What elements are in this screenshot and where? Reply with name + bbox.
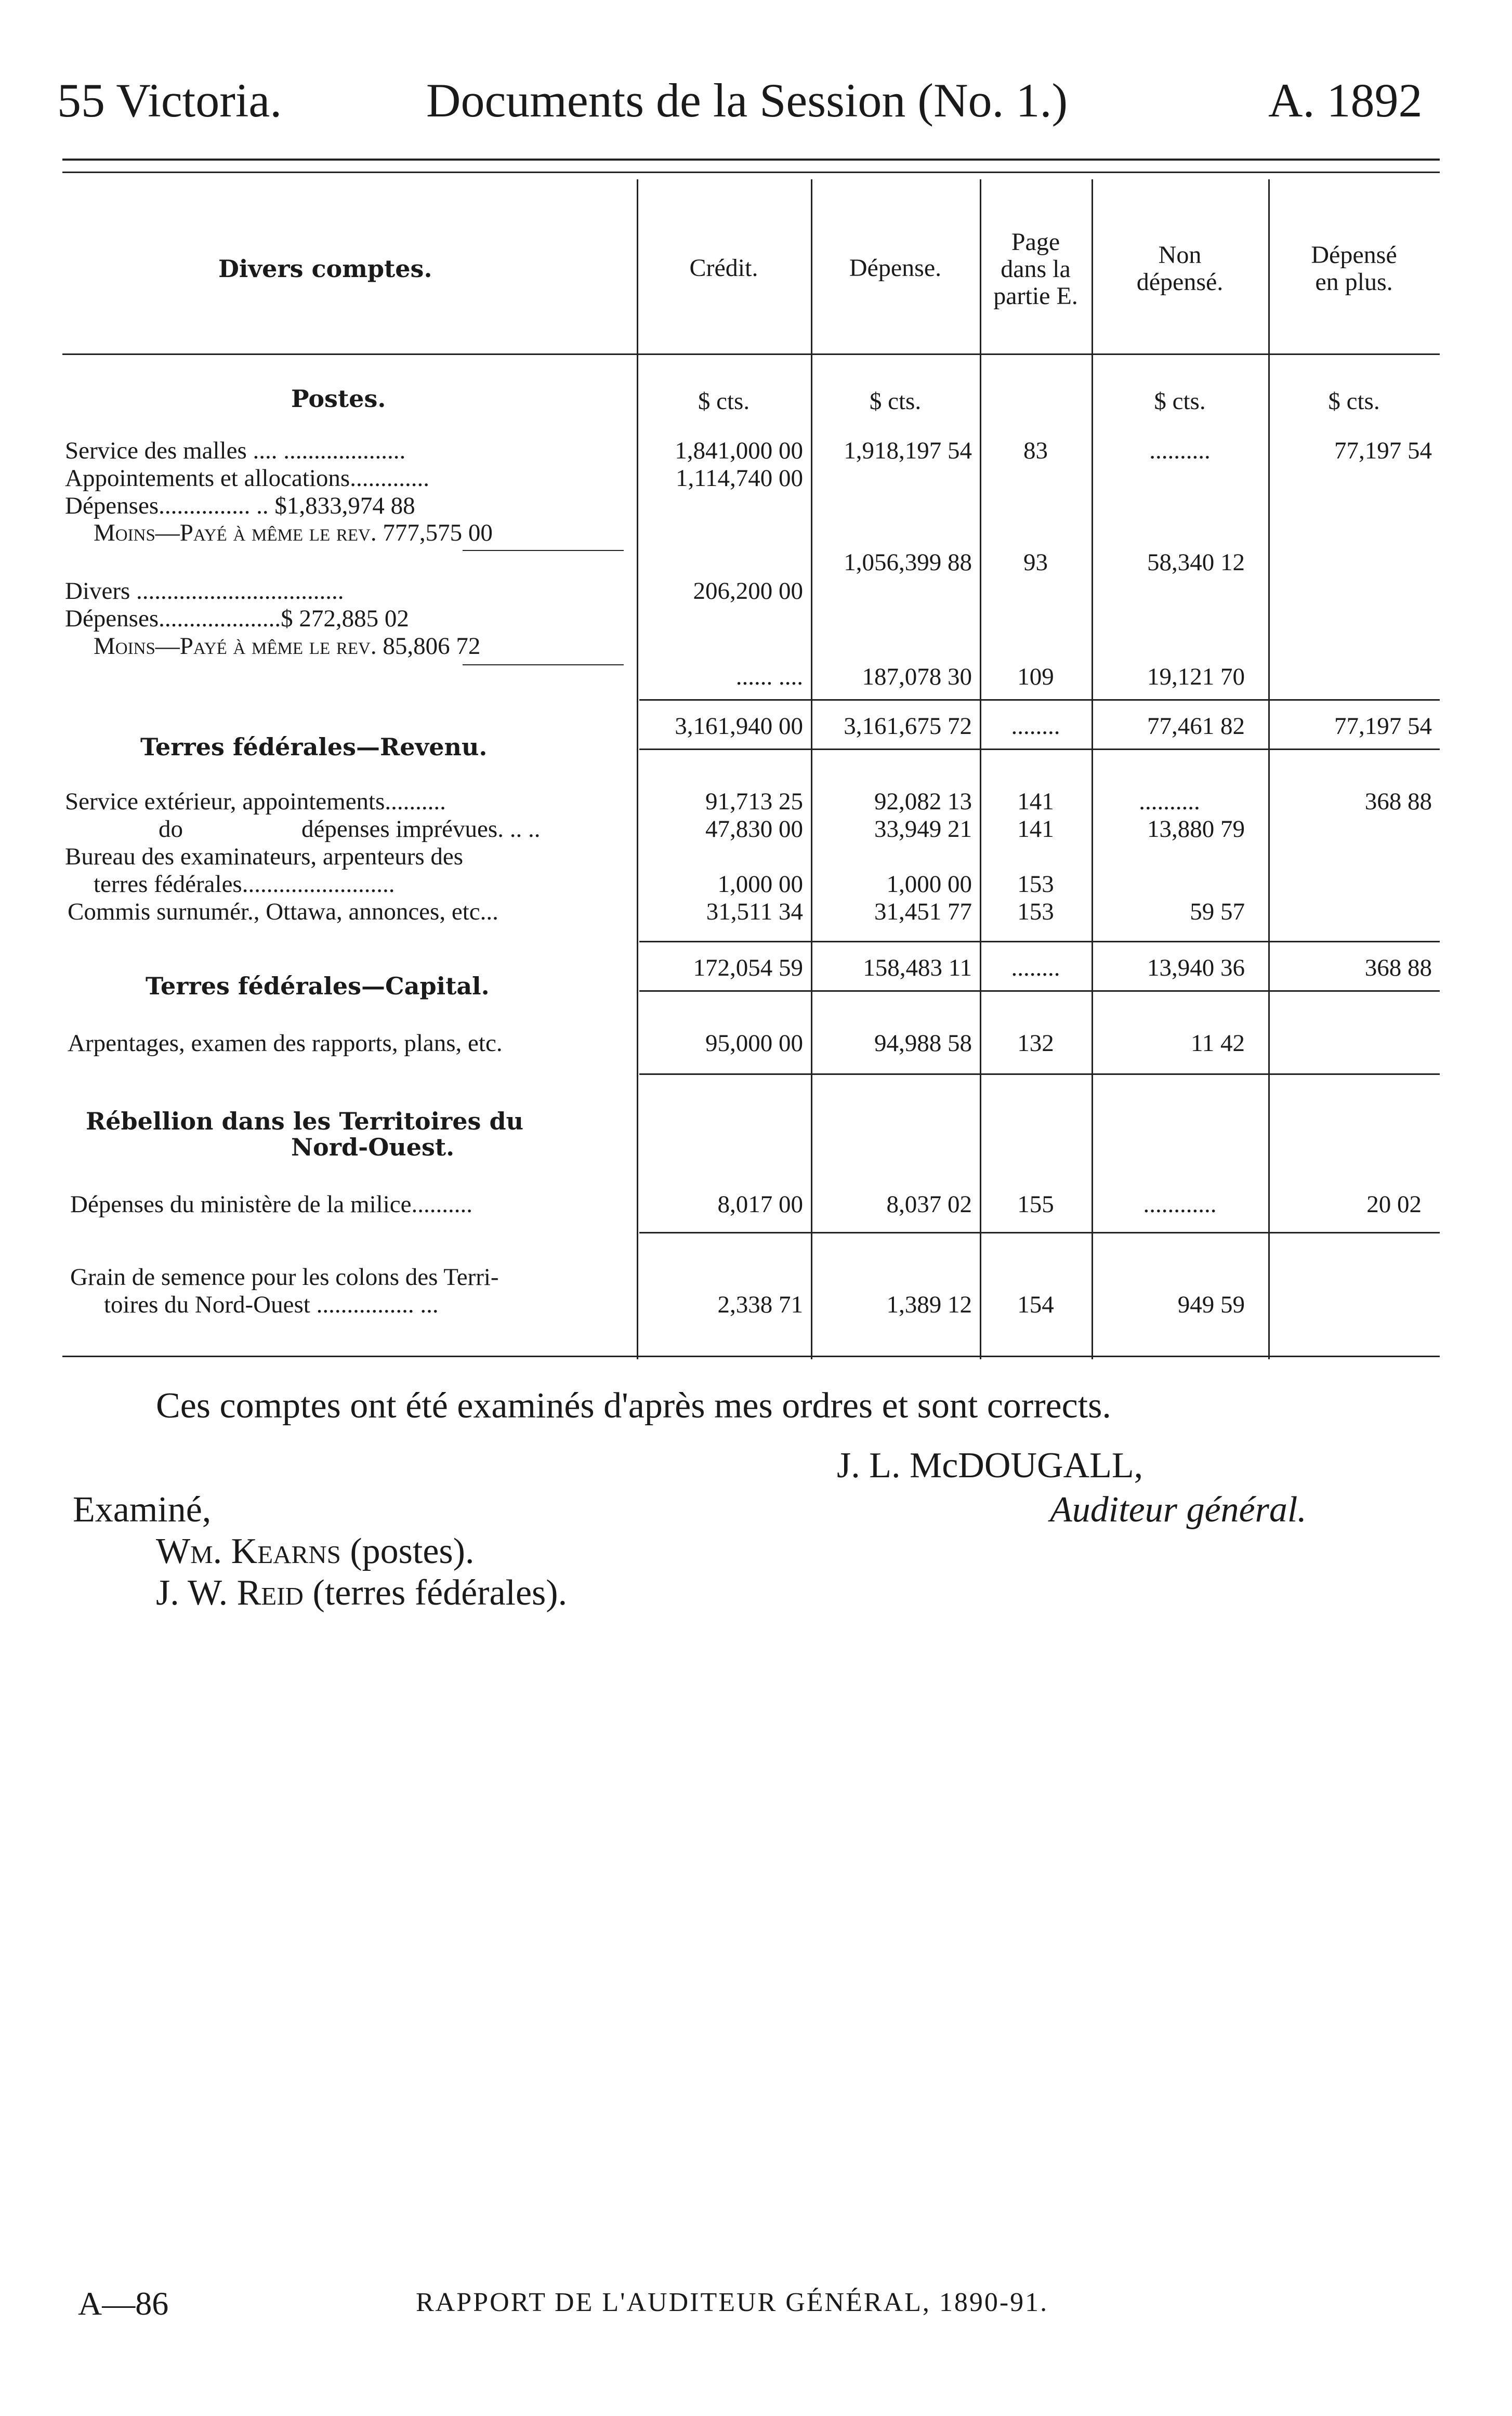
currency-plus: $ cts. — [1328, 388, 1380, 415]
postes-r6-label: Divers .................................. — [65, 577, 344, 605]
header-title: Documents de la Session (No. 1.) — [426, 74, 1068, 127]
revenu-total-credit: 172,054 59 — [693, 954, 803, 981]
revenu-r4-page: 153 — [1017, 871, 1054, 898]
revenu-r2-label: dépenses imprévues. .. .. — [301, 816, 541, 843]
revenu-r3-label: Bureau des examinateurs, arpenteurs des — [65, 843, 464, 870]
currency-credit: $ cts. — [698, 388, 750, 415]
postes-r5-depense: 1,056,399 88 — [844, 549, 972, 576]
postes-r8-label: Moins—Payé à même le rev. 85,806 72 — [94, 633, 481, 660]
header-left: 55 Victoria. — [57, 74, 282, 127]
postes-r5-non: 58,340 12 — [1147, 549, 1245, 576]
revenu-r1-plus: 368 88 — [1364, 788, 1432, 815]
postes-total-page: ........ — [1011, 713, 1060, 740]
postes-r1-credit: 1,841,000 00 — [675, 437, 803, 464]
col-head-non-l2: dépensé. — [1136, 268, 1224, 296]
section-title-revenu: Terres fédérales—Revenu. — [140, 733, 488, 761]
postes-r9-depense: 187,078 30 — [862, 663, 972, 690]
col-head-page-l3: partie E. — [993, 282, 1078, 310]
postes-total-rule-bottom — [639, 749, 1440, 750]
examiner-2-name: J. W. Reid — [156, 1573, 304, 1613]
rebellion-rule — [639, 1232, 1440, 1233]
currency-depense: $ cts. — [869, 388, 922, 415]
revenu-r5-non: 59 57 — [1190, 898, 1245, 925]
capital-r1-label: Arpentages, examen des rapports, plans, etc. — [68, 1030, 503, 1057]
col-head-non-l1: Non — [1158, 241, 1202, 269]
col-head-plus-l1: Dépensé — [1311, 241, 1397, 269]
signature-title: Auditeur général. — [1050, 1490, 1307, 1530]
rebellion-r2-page: 154 — [1017, 1291, 1054, 1318]
revenu-total-depense: 158,483 11 — [863, 954, 972, 981]
examiner-2 — [156, 1572, 567, 1614]
revenu-r1-credit: 91,713 25 — [705, 788, 803, 815]
col-head-plus-l2: en plus. — [1315, 268, 1393, 296]
capital-rule — [639, 1073, 1440, 1075]
postes-r5-page: 93 — [1023, 549, 1048, 576]
revenu-r5-credit: 31,511 34 — [706, 898, 803, 925]
rebellion-r1-non: ............ — [1143, 1191, 1217, 1218]
postes-r4-label: Moins—Payé à même le rev. 777,575 00 — [94, 519, 493, 546]
revenu-r1-non: .......... — [1139, 788, 1200, 815]
postes-r7-label: Dépenses....................$ 272,885 02 — [65, 605, 409, 632]
postes-total-plus: 77,197 54 — [1334, 713, 1432, 740]
postes-r9-page: 109 — [1017, 663, 1054, 690]
examined-label: Examiné, — [73, 1490, 212, 1530]
capital-r1-credit: 95,000 00 — [705, 1030, 803, 1057]
postes-total-credit: 3,161,940 00 — [675, 713, 803, 740]
revenu-r4-label: terres fédérales......................... — [94, 871, 395, 898]
postes-subtotal-rule-1 — [463, 550, 624, 551]
capital-r1-depense: 94,988 58 — [874, 1030, 972, 1057]
col-divider-3 — [980, 179, 981, 1359]
capital-r1-page: 132 — [1017, 1030, 1054, 1057]
col-divider-5 — [1268, 179, 1270, 1359]
col-head-page-l2: dans la — [1001, 255, 1071, 283]
revenu-total-rule-top — [639, 941, 1440, 942]
rebellion-r1-label: Dépenses du ministère de la milice.......... — [70, 1191, 472, 1218]
revenu-total-rule-bottom — [639, 990, 1440, 992]
footer-page-number: A—86 — [78, 2285, 169, 2322]
rebellion-r2-credit: 2,338 71 — [717, 1291, 803, 1318]
section-title-rebellion-l1: Rébellion dans les Territoires du — [86, 1107, 524, 1135]
section-title-rebellion-l2: Nord-Ouest. — [291, 1133, 455, 1161]
revenu-r2-do: do — [159, 816, 183, 843]
col-divider-1 — [637, 179, 638, 1359]
examiner-1-role: (postes). — [350, 1531, 475, 1571]
postes-r1-page: 83 — [1023, 437, 1048, 464]
revenu-r5-depense: 31,451 77 — [874, 898, 972, 925]
col-divider-2 — [811, 179, 812, 1359]
postes-r2-label: Appointements et allocations............. — [65, 465, 429, 492]
postes-r1-label: Service des malles .... .................... — [65, 437, 406, 464]
examiner-1 — [156, 1531, 474, 1572]
col-head-page — [980, 229, 1092, 310]
rebellion-r2-label-l1: Grain de semence pour les colons des Terri- — [70, 1264, 499, 1291]
header-rule-2 — [62, 172, 1440, 173]
revenu-r1-label: Service extérieur, appointements.......... — [65, 788, 446, 815]
revenu-r1-page: 141 — [1017, 788, 1054, 815]
revenu-r4-depense: 1,000 00 — [886, 871, 972, 898]
examiner-2-role: (terres fédérales). — [312, 1573, 568, 1613]
section-title-capital: Terres fédérales—Capital. — [146, 972, 490, 1000]
postes-r1-non: .......... — [1149, 437, 1211, 464]
postes-total-non: 77,461 82 — [1147, 713, 1245, 740]
revenu-total-plus: 368 88 — [1364, 954, 1432, 981]
revenu-r5-page: 153 — [1017, 898, 1054, 925]
rebellion-r2-non: 949 59 — [1177, 1291, 1245, 1318]
revenu-r2-depense: 33,949 21 — [874, 816, 972, 843]
col-head-depense: Dépense. — [849, 254, 942, 282]
postes-r9-non: 19,121 70 — [1147, 663, 1245, 690]
examiner-1-name: Wm. Kearns — [156, 1531, 341, 1571]
rebellion-r1-plus: 20 02 — [1366, 1191, 1422, 1218]
table-bottom-rule — [62, 1356, 1440, 1357]
rebellion-r2-depense: 1,389 12 — [886, 1291, 972, 1318]
heading-rule — [62, 353, 1440, 355]
capital-r1-non: 11 42 — [1190, 1030, 1245, 1057]
revenu-total-page: ........ — [1011, 954, 1060, 981]
postes-r3-label: Dépenses............... .. $1,833,974 88 — [65, 492, 415, 519]
revenu-r2-page: 141 — [1017, 816, 1054, 843]
footer-title: RAPPORT DE L'AUDITEUR GÉNÉRAL, 1890-91. — [416, 2288, 1049, 2317]
postes-total-rule-top — [639, 699, 1440, 701]
currency-non: $ cts. — [1154, 388, 1206, 415]
col-head-non-depense — [1092, 242, 1268, 296]
rebellion-r1-page: 155 — [1017, 1191, 1054, 1218]
postes-r2-credit: 1,114,740 00 — [675, 465, 803, 492]
rebellion-r1-credit: 8,017 00 — [717, 1191, 803, 1218]
revenu-r2-non: 13,880 79 — [1147, 816, 1245, 843]
postes-subtotal-rule-2 — [463, 664, 624, 665]
revenu-r5-label: Commis surnumér., Ottawa, annonces, etc... — [68, 898, 498, 925]
certification-text: Ces comptes ont été examinés d'après mes ordres et sont corrects. — [156, 1386, 1111, 1426]
col-divider-4 — [1092, 179, 1093, 1359]
postes-total-depense: 3,161,675 72 — [844, 713, 972, 740]
header-rule-1 — [62, 159, 1440, 161]
postes-r9-credit: ...... .... — [735, 663, 803, 690]
header-right: A. 1892 — [1268, 74, 1423, 127]
col-head-depense-plus — [1268, 242, 1440, 296]
rebellion-r2-label-l2: toires du Nord-Ouest ................ ... — [104, 1291, 439, 1318]
revenu-total-non: 13,940 36 — [1147, 954, 1245, 981]
col-head-description: Divers comptes. — [218, 255, 432, 283]
revenu-r1-depense: 92,082 13 — [874, 788, 972, 815]
postes-r1-depense: 1,918,197 54 — [844, 437, 972, 464]
signature-name: J. L. McDOUGALL, — [837, 1446, 1143, 1486]
postes-r6-credit: 206,200 00 — [693, 577, 803, 605]
section-title-postes: Postes. — [291, 385, 386, 413]
col-head-credit: Crédit. — [689, 254, 758, 282]
rebellion-r1-depense: 8,037 02 — [886, 1191, 972, 1218]
revenu-r4-credit: 1,000 00 — [717, 871, 803, 898]
revenu-r2-credit: 47,830 00 — [705, 816, 803, 843]
col-head-page-l1: Page — [1011, 228, 1060, 256]
postes-r1-plus: 77,197 54 — [1334, 437, 1432, 464]
